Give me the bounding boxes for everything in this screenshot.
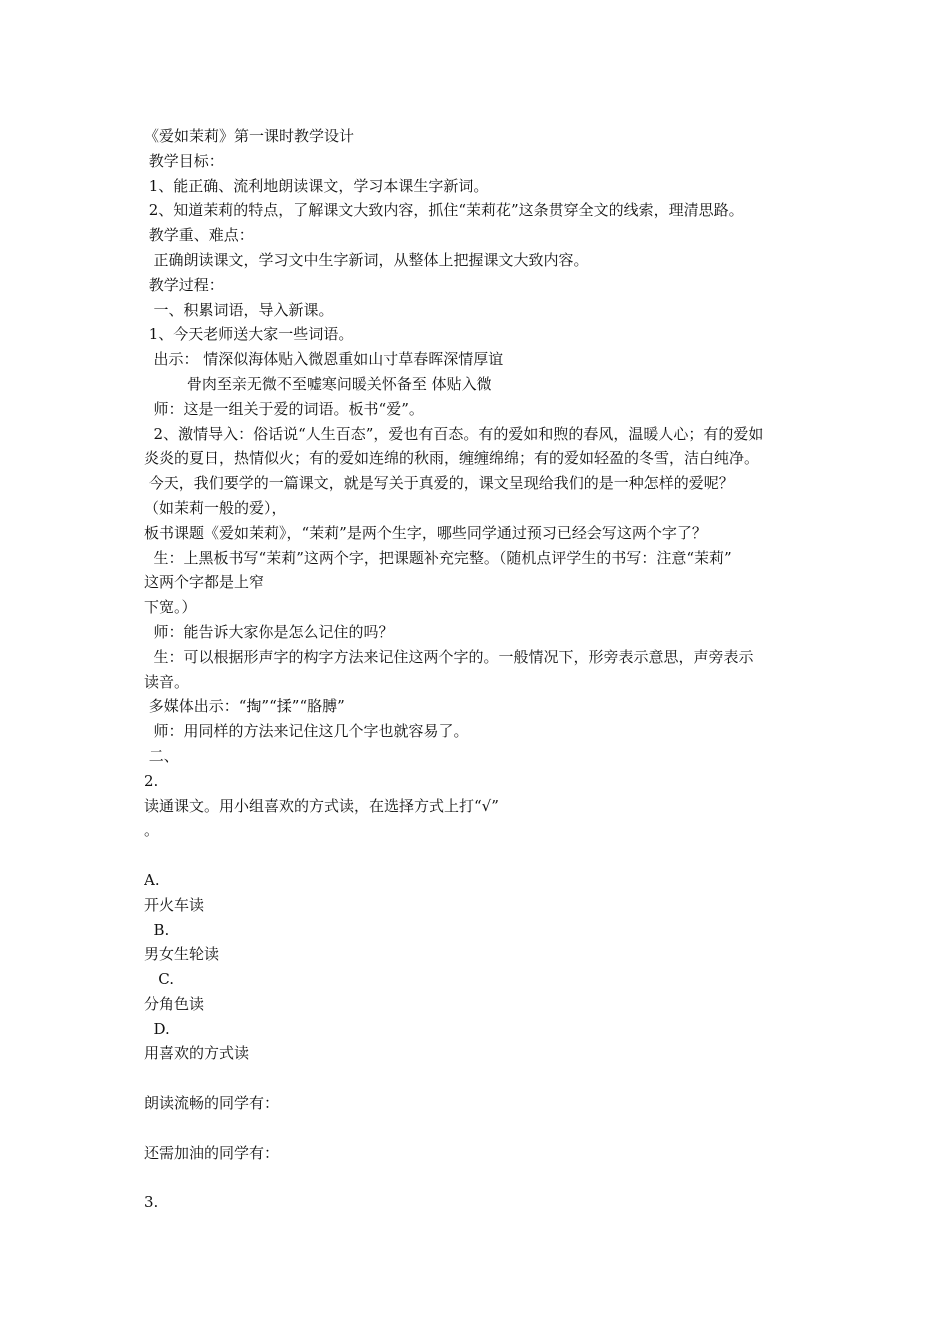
paragraph-line: 1、今天老师送大家一些词语。: [144, 325, 354, 344]
blank-line: [144, 1165, 816, 1190]
document-title: 《爱如茉莉》第一课时教学设计: [144, 127, 355, 145]
paragraph-line: 这两个字都是上窄: [144, 573, 265, 592]
paragraph-line: 板书课题《爱如茉莉》，“茉莉”是两个生字，哪些同学通过预习已经会写这两个字了？: [144, 523, 707, 542]
option-text: 分角色读: [144, 994, 205, 1013]
step-number: 2.: [144, 771, 159, 790]
paragraph-line: （如茉莉一般的爱），: [144, 498, 287, 517]
option-letter: B.: [144, 920, 170, 939]
paragraph-line: 。: [144, 821, 160, 840]
paragraph-line: 炎炎的夏日，热情似火；有的爱如连绵的秋雨，缠缠绵绵；有的爱如轻盈的冬雪，洁白纯净。: [144, 449, 760, 468]
key-points-text: 正确朗读课文，学习文中生字新词，从整体上把握课文大致内容。: [144, 250, 589, 269]
goal-item: 2、知道茉莉的特点，了解课文大致内容，抓住“茉莉花”这条贯穿全文的线索，理清思路。: [144, 201, 744, 220]
fill-in-label: 还需加油的同学有：: [144, 1143, 280, 1162]
paragraph-line: 读通课文。用小组喜欢的方式读，在选择方式上打“√”: [144, 796, 499, 815]
document-page: [144, 124, 816, 1215]
paragraph-line: 师：这是一组关于爱的词语。板书“爱”。: [144, 399, 424, 418]
blank-line: [144, 843, 816, 868]
paragraph-line: 多媒体出示：“掏”“揉”“胳膊”: [144, 697, 345, 716]
paragraph-line: 生：可以根据形声字的构字方法来记住这两个字的。一般情况下，形旁表示意思，声旁表示: [144, 647, 754, 666]
process-step-heading: 一、积累词语，导入新课。: [144, 300, 334, 319]
paragraph-line: 下宽。）: [144, 598, 197, 617]
process-step-heading: 二、: [144, 746, 179, 765]
section-heading-process: 教学过程：: [144, 275, 224, 294]
fill-in-label: 朗读流畅的同学有：: [144, 1094, 280, 1113]
step-number: 3.: [144, 1193, 159, 1212]
section-heading-goals: 教学目标：: [144, 151, 224, 170]
vocabulary-line: 出示： 情深似海体贴入微恩重如山寸草春晖深情厚谊: [144, 350, 504, 369]
paragraph-line: 读音。: [144, 672, 190, 691]
paragraph-line: 2、激情导入：俗话说“人生百态”，爱也有百态。有的爱如和煦的春风，温暖人心；有的爱如: [144, 424, 764, 443]
option-text: 开火车读: [144, 895, 205, 914]
option-letter: D.: [144, 1019, 170, 1038]
blank-line: [144, 1066, 816, 1091]
goal-item: 1、能正确、流利地朗读课文，学习本课生字新词。: [144, 176, 489, 195]
paragraph-line: 今天，我们要学的一篇课文，就是写关于真爱的，课文呈现给我们的是一种怎样的爱呢？: [144, 474, 734, 493]
vocabulary-line: 骨肉至亲无微不至嘘寒问暖关怀备至 体贴入微: [144, 374, 492, 393]
paragraph-line: 生：上黑板书写“茉莉”这两个字，把课题补充完整。（随机点评学生的书写：注意“茉莉”: [144, 548, 732, 567]
option-letter: C.: [144, 970, 175, 989]
blank-line: [144, 1116, 816, 1141]
paragraph-line: 师：用同样的方法来记住这几个字也就容易了。: [144, 722, 469, 741]
option-text: 用喜欢的方式读: [144, 1044, 250, 1063]
option-letter: A.: [144, 870, 160, 889]
option-text: 男女生轮读: [144, 945, 220, 964]
paragraph-line: 师：能告诉大家你是怎么记住的吗？: [144, 622, 394, 641]
section-heading-key-points: 教学重、难点：: [144, 226, 254, 245]
